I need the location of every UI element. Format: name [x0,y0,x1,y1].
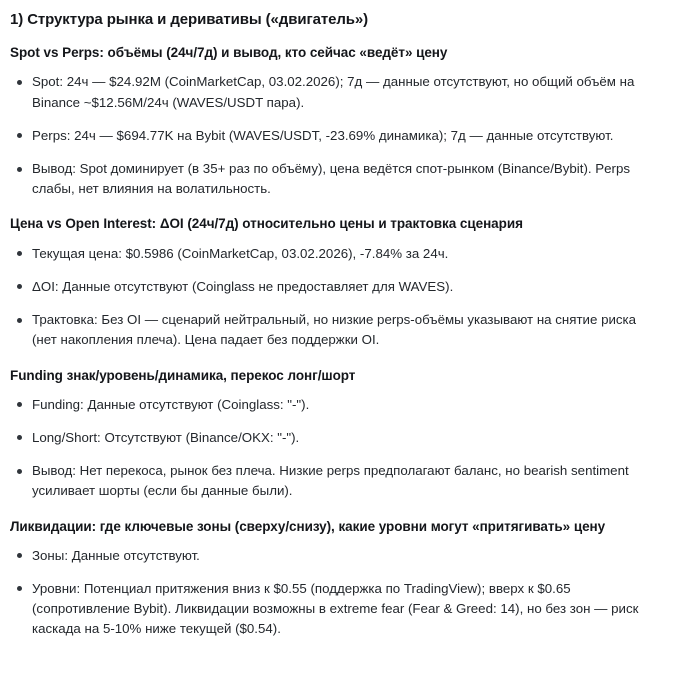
section-liquidations [10,518,662,640]
section-price-vs-open-interest [10,215,662,350]
list-item: Perps: 24ч — $694.77K на Bybit (WAVES/USDT, -23.69% динамика); 7д — данные отсутствуют. [10,126,662,146]
bullet-list [10,395,662,502]
list-item: ΔOI: Данные отсутствуют (Coinglass не предоставляет для WAVES). [10,277,662,297]
list-item: Spot: 24ч — $24.92M (CoinMarketCap, 03.02.2026); 7д — данные отсутствуют, но общий объём на Binance ~$12.56M/24ч (WAVES/USDT пара). [10,72,662,112]
section-heading: Funding знак/уровень/динамика, перекос лонг/шорт [10,367,356,383]
section-heading: Spot vs Perps: объёмы (24ч/7д) и вывод, кто сейчас «ведёт» цену [10,45,448,61]
section-heading: Цена vs Open Interest: ΔOI (24ч/7д) относительно цены и трактовка сценария [10,216,523,232]
list-item: Long/Short: Отсутствуют (Binance/OKX: "-"). [10,428,662,448]
list-item: Трактовка: Без OI — сценарий нейтральный, но низкие perps-объёмы указывают на снятие риска (нет накопления плеча). Цена падает без поддержки OI. [10,310,662,350]
section-heading: Ликвидации: где ключевые зоны (сверху/снизу), какие уровни могут «притягивать» цену [10,518,606,534]
bullet-list [10,546,662,640]
bullet-list [10,72,662,199]
list-item: Зоны: Данные отсутствуют. [10,546,662,566]
bullet-list [10,244,662,351]
list-item: Уровни: Потенциал притяжения вниз к $0.55 (поддержка по TradingView); вверх к $0.65 (сопротивление Bybit). Ликвидации возможны в extreme fear (Fear & Greed: 14), но без зон — риск каскада на 5-10% ниже текущей ($0.54). [10,579,662,640]
page-title: 1) Структура рынка и деривативы («двигатель») [10,11,369,28]
list-item: Funding: Данные отсутствуют (Coinglass: "-"). [10,395,662,415]
list-item: Вывод: Spot доминирует (в 35+ раз по объёму), цена ведётся спот-рынком (Binance/Bybit). Perps слабы, нет влияния на волатильность. [10,159,662,199]
list-item: Текущая цена: $0.5986 (CoinMarketCap, 03.02.2026), -7.84% за 24ч. [10,244,662,264]
section-spot-vs-perps [10,44,662,199]
list-item: Вывод: Нет перекоса, рынок без плеча. Низкие perps предполагают баланс, но bearish sentiment усиливает шорты (если бы данные были). [10,461,662,501]
section-funding [10,367,662,502]
